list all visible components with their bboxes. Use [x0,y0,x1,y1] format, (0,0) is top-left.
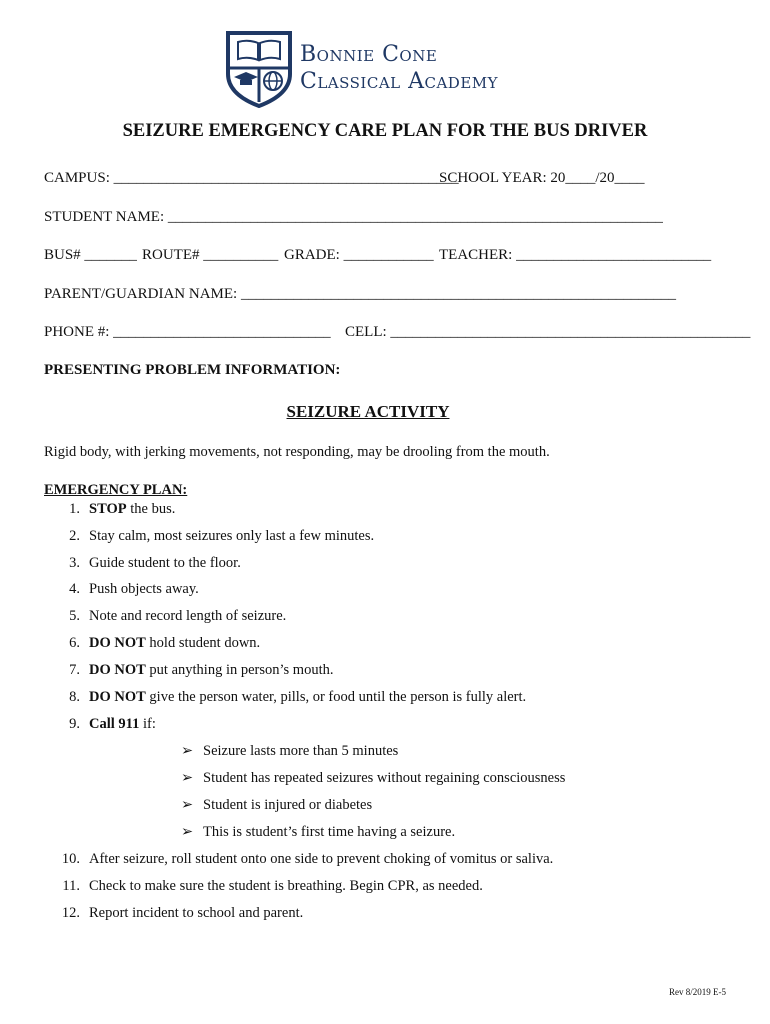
list-item: 6. DO NOT hold student down. [69,635,261,651]
list-item: 11. Check to make sure the student is breathing. Begin CPR, as needed. [62,878,483,894]
school-year-field[interactable]: SCHOOL YEAR: 20____/20____ [439,170,645,186]
phone-field[interactable]: PHONE #: _____________________________ [44,324,331,340]
list-item: 8. DO NOT give the person water, pills, or food until the person is fully alert. [69,689,527,705]
list-item: 9. Call 911 if: [69,716,156,732]
route-field[interactable]: ROUTE# __________ [142,247,279,263]
grade-field[interactable]: GRADE: ____________ [284,247,434,263]
page-title: SEIZURE EMERGENCY CARE PLAN FOR THE BUS DRIVER [122,121,648,141]
student-name-field[interactable]: STUDENT NAME: __________________________________________________________________ [44,209,663,225]
list-item: 4. Push objects away. [69,581,199,597]
arrow-bullet-icon: ➢ [181,797,194,813]
school-name-line2: Classical Academy [300,69,499,94]
seizure-description: Rigid body, with jerking movements, not responding, may be drooling from the mouth. [44,444,550,460]
arrow-bullet-icon: ➢ [181,743,194,759]
list-item: 12. Report incident to school and parent. [61,905,304,921]
shield-book-globe-icon [225,30,293,108]
arrow-bullet-icon: ➢ [181,770,194,786]
emergency-plan-heading: EMERGENCY PLAN: [44,482,188,498]
bullet-item: ➢ Student is injured or diabetes [181,797,373,813]
bullet-item: ➢ Seizure lasts more than 5 minutes [181,743,399,759]
arrow-bullet-icon: ➢ [181,824,194,840]
parent-guardian-field[interactable]: PARENT/GUARDIAN NAME: __________________________________________________________ [44,286,676,302]
bullet-item: ➢ This is student’s first time having a seizure. [181,824,456,840]
bus-field[interactable]: BUS# _______ [44,247,137,263]
list-item: 5. Note and record length of seizure. [69,608,287,624]
list-item: 10. After seizure, roll student onto one side to prevent choking of vomitus or saliva. [61,851,554,867]
list-item: 3. Guide student to the floor. [69,555,241,571]
bullet-item: ➢ Student has repeated seizures without regaining consciousness [181,770,566,786]
campus-field[interactable]: CAMPUS: ______________________________________________ [44,170,459,186]
list-item: 1. STOP the bus. [69,501,176,517]
seizure-activity-heading: SEIZURE ACTIVITY [286,402,450,421]
school-name-line1: Bonnie Cone [300,42,438,67]
revision-label: Rev 8/2019 E-5 [669,987,726,997]
list-item: 2. Stay calm, most seizures only last a few minutes. [69,528,375,544]
presenting-problem-heading: PRESENTING PROBLEM INFORMATION: [44,362,341,378]
list-item: 7. DO NOT put anything in person’s mouth. [69,662,334,678]
cell-field[interactable]: CELL: ________________________________________________ [345,324,751,340]
teacher-field[interactable]: TEACHER: __________________________ [439,247,712,263]
